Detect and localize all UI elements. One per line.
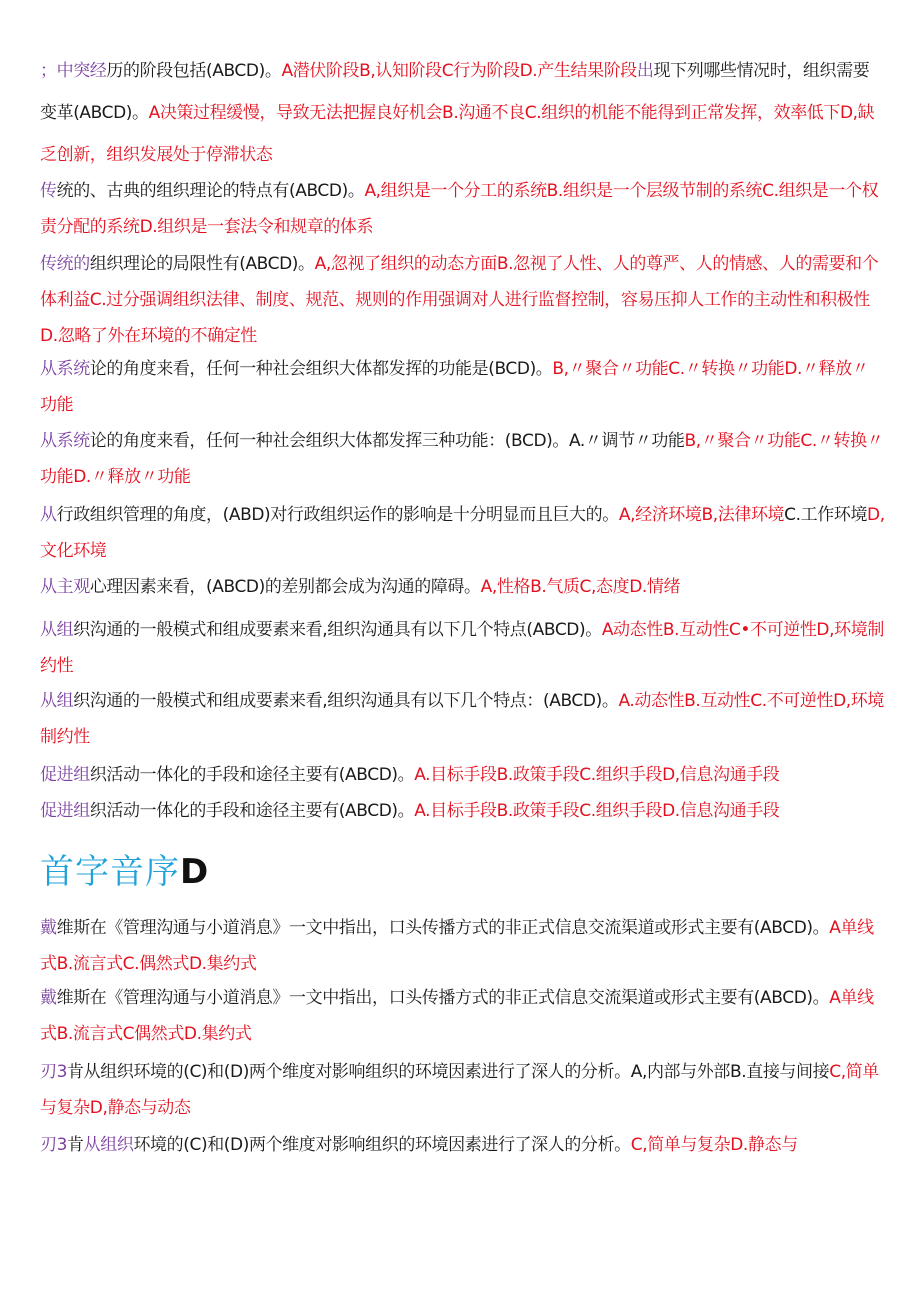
text-run: B,〃聚合〃功能C.〃转换〃功能D.〃释放〃功能 <box>40 359 869 415</box>
text-run: 历的阶段包括(ABCD)。 <box>106 61 282 81</box>
text-run: 统的、古典的组织理论的特点有(ABCD)。 <box>56 181 365 201</box>
qa-item-conflict-stages <box>40 50 885 176</box>
section-heading <box>40 848 209 896</box>
text-run: 传 <box>40 181 57 201</box>
text-run: 从主观 <box>40 577 90 597</box>
text-run: 维斯在《管理沟通与小道消息》一文中指出，口头传播方式的非正式信息交流渠道或形式主要有(ABCD)。 <box>56 918 830 938</box>
text-run: 组织理论的局限性有(ABCD)。 <box>89 254 315 274</box>
text-run: 论的角度来看，任何一种社会组织大体都发挥三种功能：(BCD)。A.〃调节〃功能 <box>89 431 685 451</box>
qa-item-subjective-factors <box>40 569 885 605</box>
text-run: 从组 <box>40 691 74 711</box>
qa-item-integration-means-2 <box>40 793 885 829</box>
text-run: 出 <box>636 61 654 81</box>
qa-item-system-functions-2 <box>40 423 885 495</box>
text-run: A决策过程缓慢，导致无法把握良好机会B.沟通不良C.组织的机能不能得到正常发挥，效率低下D,缺乏创新，组织发展处于停滞状态 <box>40 103 875 165</box>
text-run: 环境的(C)和(D)两个维度对影响组织的环境因素进行了深人的分析。 <box>133 1135 631 1155</box>
text-run: 现下列哪些情况时，组织需要变革(ABCD)。 <box>40 61 870 123</box>
qa-item-integration-means-1 <box>40 757 885 793</box>
qa-item-admin-environment <box>40 497 885 569</box>
qa-item-classical-theory-features <box>40 173 885 245</box>
text-run: C,简单与复杂D.静态与 <box>630 1135 798 1155</box>
text-run: 刃3 <box>40 1062 68 1082</box>
text-run: C.工作环境 <box>784 505 868 525</box>
text-run: 织沟通的一般模式和组成要素来看,组织沟通具有以下几个特点(ABCD)。 <box>73 620 602 640</box>
text-run: 从组 <box>40 620 74 640</box>
text-run: 心理因素来看，(ABCD)的差别都会成为沟通的障碍。 <box>89 577 481 597</box>
text-run: A,组织是一个分工的系统B.组织是一个层级节制的系统C.组织是一个权责分配的系统D.组织是一套法令和规章的体系 <box>40 181 879 237</box>
qa-item-environment-dimensions-2 <box>40 1127 885 1163</box>
text-run: 戴 <box>40 988 57 1008</box>
text-run: A.目标手段B.政策手段C.组织手段D,信息沟通手段 <box>414 765 780 785</box>
text-run: 传统的 <box>40 254 90 274</box>
section-heading-letter: D <box>180 852 210 892</box>
text-run: A潜伏阶段B,认知阶段C行为阶段D.产生结果阶段 <box>281 61 637 81</box>
text-run: B,〃聚合〃功能C.〃转换〃功能D.〃释放〃功能 <box>40 431 884 487</box>
text-run: ；中突经 <box>40 61 107 81</box>
text-run: 从系统 <box>40 431 90 451</box>
text-run: C,简单与复杂D,静态与动态 <box>40 1062 879 1118</box>
qa-item-environment-dimensions-1 <box>40 1054 885 1126</box>
section-heading-text: 首字音序 <box>40 852 180 892</box>
text-run: A,性格B.气质C,态度D.情绪 <box>480 577 681 597</box>
text-run: 从 <box>40 505 57 525</box>
text-run: 织活动一体化的手段和途径主要有(ABCD)。 <box>89 801 415 821</box>
text-run: 织沟通的一般模式和组成要素来看,组织沟通具有以下几个特点：(ABCD)。 <box>73 691 619 711</box>
text-run: 肯 <box>67 1135 84 1155</box>
text-run: 从系统 <box>40 359 90 379</box>
text-run: 促进组 <box>40 801 90 821</box>
qa-item-grapevine-2 <box>40 980 885 1052</box>
text-run: 戴 <box>40 918 57 938</box>
text-run: A单线式B.流言式C偶然式D.集约式 <box>40 988 874 1044</box>
text-run: 维斯在《管理沟通与小道消息》一文中指出，口头传播方式的非正式信息交流渠道或形式主要有(ABCD)。 <box>56 988 830 1008</box>
qa-item-classical-theory-limits <box>40 246 885 354</box>
text-run: 论的角度来看，任何一种社会组织大体都发挥的功能是(BCD)。 <box>89 359 553 379</box>
text-run: 行政组织管理的角度，(ABD)对行政组织运作的影响是十分明显而且巨大的。 <box>56 505 619 525</box>
qa-item-grapevine-1 <box>40 910 885 982</box>
text-run: A动态性B.互动性C•不可逆性D,环境制约性 <box>40 620 884 676</box>
text-run: A.目标手段B.政策手段C.组织手段D.信息沟通手段 <box>414 801 780 821</box>
text-run: A.动态性B.互动性C.不可逆性D,环境制约性 <box>40 691 885 747</box>
text-run: 织活动一体化的手段和途径主要有(ABCD)。 <box>89 765 415 785</box>
text-run: A,忽视了组织的动态方面B.忽视了人性、人的尊严、人的情感、人的需要和个体利益C.过分强调组织法律、制度、规范、规则的作用强调对人进行监督控制，容易压抑人工作的主动性和积极性D.忽略了外在环境的不确定性 <box>40 254 879 346</box>
qa-item-system-functions-1 <box>40 351 885 423</box>
text-run: 促进组 <box>40 765 90 785</box>
qa-item-communication-features-2 <box>40 683 885 755</box>
text-run: 从组织 <box>83 1135 134 1155</box>
text-run: A单线式B.流言式C.偶然式D.集约式 <box>40 918 874 974</box>
qa-item-communication-features-1 <box>40 612 885 684</box>
text-run: D,文化环境 <box>40 505 885 561</box>
text-run: 肯从组织环境的(C)和(D)两个维度对影响组织的环境因素进行了深人的分析。A,内部与外部B.直接与间接 <box>67 1062 830 1082</box>
text-run: 刃3 <box>40 1135 68 1155</box>
text-run: A,经济环境B,法律环境 <box>618 505 785 525</box>
